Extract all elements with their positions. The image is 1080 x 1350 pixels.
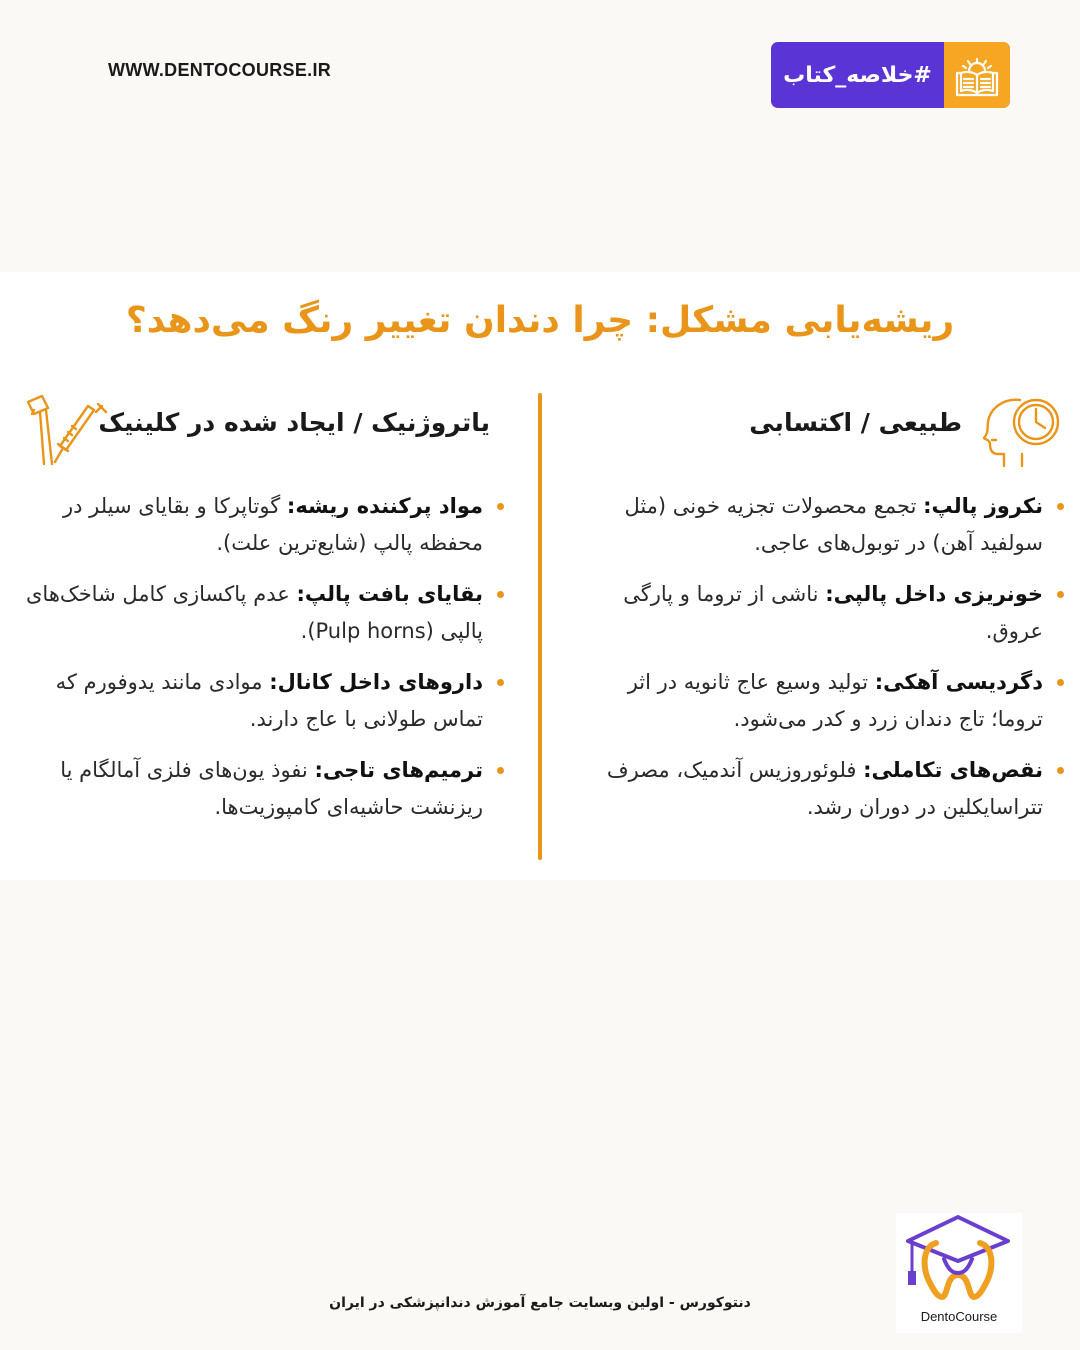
list-item (577, 664, 1043, 738)
iatrogenic-column-heading: یاتروژنیک / ایجاد شده در کلینیک (98, 408, 490, 437)
item-term: داروهای داخل کانال: (269, 670, 483, 694)
item-text: ناشی از تروما و پارگی عروق. (623, 582, 1043, 643)
head-clock-icon (978, 392, 1064, 472)
list-item (577, 576, 1043, 650)
item-term: نکروز پالپ: (923, 494, 1043, 518)
item-text: موادی مانند یدوفورم که تماس طولانی با عاج دارند. (55, 670, 483, 731)
list-item (3, 488, 483, 562)
dentocourse-logo[interactable] (896, 1213, 1022, 1333)
dental-handpiece-syringe-icon (20, 392, 108, 476)
badge-label: #خلاصه_کتاب (783, 62, 932, 88)
item-term: ترمیم‌های تاجی: (314, 758, 483, 782)
item-term: دگردیسی آهکی: (874, 670, 1043, 694)
item-term: خونریزی داخل پالپی: (825, 582, 1043, 606)
item-term: نقص‌های تکاملی: (863, 758, 1043, 782)
list-item (3, 752, 483, 826)
logo-text: DentoCourse (920, 1309, 998, 1324)
item-term: مواد پرکننده ریشه: (286, 494, 483, 518)
list-item (3, 576, 483, 650)
item-text: گوتاپرکا و بقایای سیلر در محفظه پالپ (شایع‌ترین علت). (62, 494, 483, 555)
page-title: ریشه‌یابی مشکل: چرا دندان تغییر رنگ می‌دهد؟ (125, 300, 955, 341)
website-url[interactable]: WWW.DENTOCOURSE.IR (108, 60, 332, 80)
natural-column-heading: طبیعی / اکتسابی (749, 408, 962, 437)
column-divider (538, 393, 542, 860)
tooth-graduation-cap-icon (896, 1213, 1022, 1309)
item-text: عدم پاکسازی کامل شاخک‌های پالپی (Pulp horns). (26, 582, 483, 643)
book-summary-badge (771, 42, 1010, 108)
item-text: تولید وسیع عاج ثانویه در اثر تروما؛ تاج دندان زرد و کدر می‌شود. (627, 670, 1043, 731)
list-item (577, 488, 1043, 562)
open-book-icon (944, 42, 1010, 108)
item-term: بقایای بافت پالپ: (296, 582, 483, 606)
natural-causes-list (577, 488, 1043, 840)
iatrogenic-causes-list (3, 488, 483, 840)
list-item (577, 752, 1043, 826)
list-item (3, 664, 483, 738)
item-text: فلوئوروزیس آندمیک، مصرف تتراسایکلین در دوران رشد. (606, 758, 1043, 819)
item-text: نفوذ یون‌های فلزی آمالگام یا ریزنشت حاشیه‌ای کامپوزیت‌ها. (60, 758, 483, 819)
item-text: تجمع محصولات تجزیه خونی (مثل سولفید آهن) در توبول‌های عاجی. (624, 494, 1043, 555)
footer-tagline: دنتوکورس - اولین وبسایت جامع آموزش دندانپزشکی در ایران (329, 1295, 751, 1311)
